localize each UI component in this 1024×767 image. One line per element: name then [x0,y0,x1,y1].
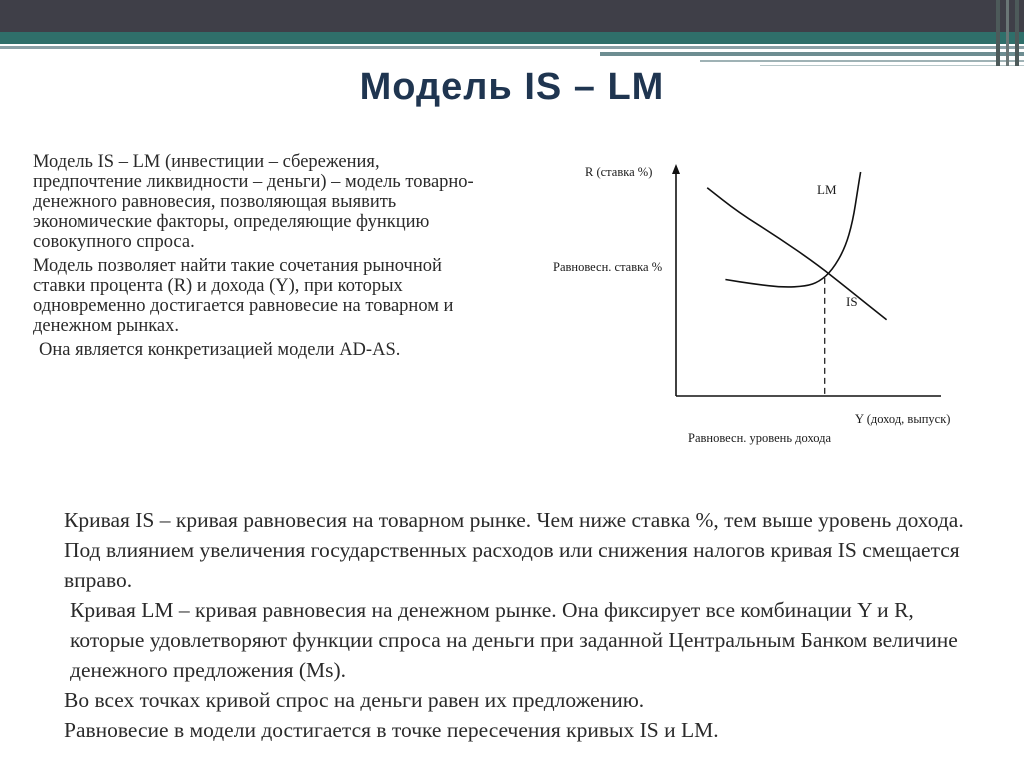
explanation-text [64,505,984,745]
intro-paragraph: Модель позволяет найти такие сочетания рыночной ставки процента (R) и дохода (Y), при которых одновременно достигается равновесие на товарном и денежном рынках. [33,256,454,336]
header-bar-dark [0,0,1024,32]
intro-text [33,152,483,364]
explanation-paragraph: Кривая IS – кривая равновесия на товарном рынке. Чем ниже ставка %, тем выше уровень дохода. Под влиянием увеличения государственных расходов или снижения налогов кривая IS смещается вправо. [64,508,964,592]
slide-title: Модель IS – LM [359,66,665,108]
lm-curve [725,172,860,287]
intro-paragraph: Она является конкретизацией модели AD-AS. [39,340,401,360]
is-lm-chart [545,150,965,460]
header-line-3 [700,60,1024,62]
explanation-paragraph: Кривая LM – кривая равновесия на денежном рынке. Она фиксирует все комбинации Y и R, которые удовлетворяют функции спроса на деньги при заданной Центральным Банком величине денежного предложения (Ms). [70,598,958,682]
y-axis-label: R (ставка %) [585,165,653,179]
header-line-2 [600,52,1024,56]
lm-curve-label: LM [817,182,837,197]
equilibrium-rate-label: Равновесн. ставка % [553,260,663,274]
equilibrium-income-label: Равновесн. уровень дохода [688,431,832,445]
x-axis-label: Y (доход, выпуск) [855,412,951,426]
intro-paragraph: Модель IS – LM (инвестиции – сбережения, предпочтение ликвидности – деньги) – модель товарно-денежного равновесия, позволяющая выявить экономические факторы, определяющие функцию совокупного спроса. [33,152,474,252]
header-stripe-2 [1006,0,1009,66]
is-curve-label: IS [846,294,858,309]
is-curve [707,188,886,320]
explanation-paragraph: Во всех точках кривой спрос на деньги равен их предложению. [64,688,645,712]
header-line-1 [0,46,1024,49]
header-bar-teal [0,32,1024,44]
explanation-paragraph: Равновесие в модели достигается в точке пересечения кривых IS и LM. [64,718,719,742]
header-stripe-3 [1015,0,1019,66]
y-axis-arrow [672,164,680,174]
header-stripe-1 [996,0,1000,66]
